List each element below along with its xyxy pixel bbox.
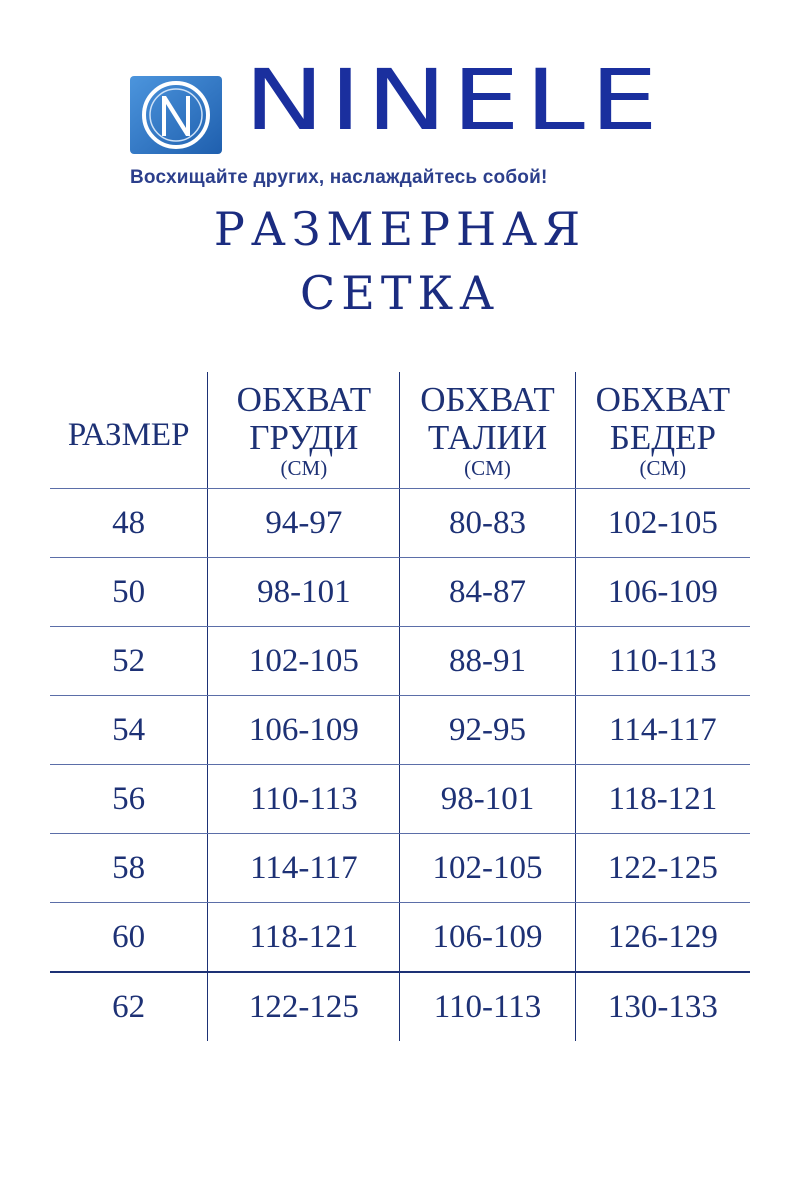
table-header-row	[50, 372, 750, 489]
cell-chest: 118-121	[208, 903, 400, 973]
cell-chest: 122-125	[208, 972, 400, 1041]
cell-hips: 110-113	[575, 627, 750, 696]
header-hips-line1: ОБХВАТ	[595, 380, 731, 419]
cell-size: 48	[50, 489, 208, 558]
page-title-line-2: СЕТКА	[300, 266, 500, 320]
cell-waist: 106-109	[400, 903, 575, 973]
header-hips-line2: БЕДЕР	[609, 418, 716, 457]
cell-hips: 102-105	[575, 489, 750, 558]
header-hips	[575, 372, 750, 489]
cell-waist: 110-113	[400, 972, 575, 1041]
table-row	[50, 627, 750, 696]
header-hips-unit: (СМ)	[639, 456, 687, 480]
cell-hips: 114-117	[575, 696, 750, 765]
cell-hips: 106-109	[575, 558, 750, 627]
cell-hips: 118-121	[575, 765, 750, 834]
header-waist-line2: ТАЛИИ	[427, 418, 548, 457]
cell-size: 58	[50, 834, 208, 903]
cell-chest: 98-101	[208, 558, 400, 627]
header-chest-line2: ГРУДИ	[249, 418, 359, 457]
brand-logo	[130, 51, 730, 160]
cell-waist: 102-105	[400, 834, 575, 903]
cell-size: 50	[50, 558, 208, 627]
header-chest-unit: (СМ)	[280, 456, 328, 480]
header-chest-line1: ОБХВАТ	[236, 380, 372, 419]
header-size-label: РАЗМЕР	[67, 417, 190, 453]
table-row	[50, 489, 750, 558]
table-row	[50, 903, 750, 973]
size-chart-table	[50, 372, 750, 1041]
cell-waist: 80-83	[400, 489, 575, 558]
header-waist	[400, 372, 575, 489]
cell-chest: 94-97	[208, 489, 400, 558]
table-row	[50, 972, 750, 1041]
cell-size: 62	[112, 988, 146, 1025]
cell-waist: 88-91	[400, 627, 575, 696]
table-row	[50, 765, 750, 834]
cell-chest: 110-113	[208, 765, 400, 834]
cell-waist: 98-101	[400, 765, 575, 834]
cell-chest: 114-117	[208, 834, 400, 903]
table-row	[50, 834, 750, 903]
page-title-line-1: РАЗМЕРНАЯ	[213, 202, 587, 256]
header-size	[50, 372, 208, 489]
cell-hips: 126-129	[575, 903, 750, 973]
header-chest	[208, 372, 400, 489]
cell-size: 54	[50, 696, 208, 765]
cell-chest: 102-105	[208, 627, 400, 696]
page-title	[0, 197, 800, 325]
brand-name: NINELE	[244, 51, 664, 149]
cell-chest: 106-109	[208, 696, 400, 765]
cell-hips: 130-133	[575, 972, 750, 1041]
cell-size: 52	[50, 627, 208, 696]
cell-waist: 92-95	[400, 696, 575, 765]
brand-slogan: Восхищайте других, наслаждайтесь собой!	[130, 167, 548, 188]
header-waist-unit: (СМ)	[464, 456, 511, 480]
cell-size: 60	[50, 903, 208, 973]
cell-size: 56	[50, 765, 208, 834]
header-waist-line1: ОБХВАТ	[420, 380, 555, 419]
table-row	[50, 696, 750, 765]
n-monogram-icon	[130, 76, 222, 154]
table-row	[50, 558, 750, 627]
cell-waist: 84-87	[400, 558, 575, 627]
cell-hips: 122-125	[575, 834, 750, 903]
